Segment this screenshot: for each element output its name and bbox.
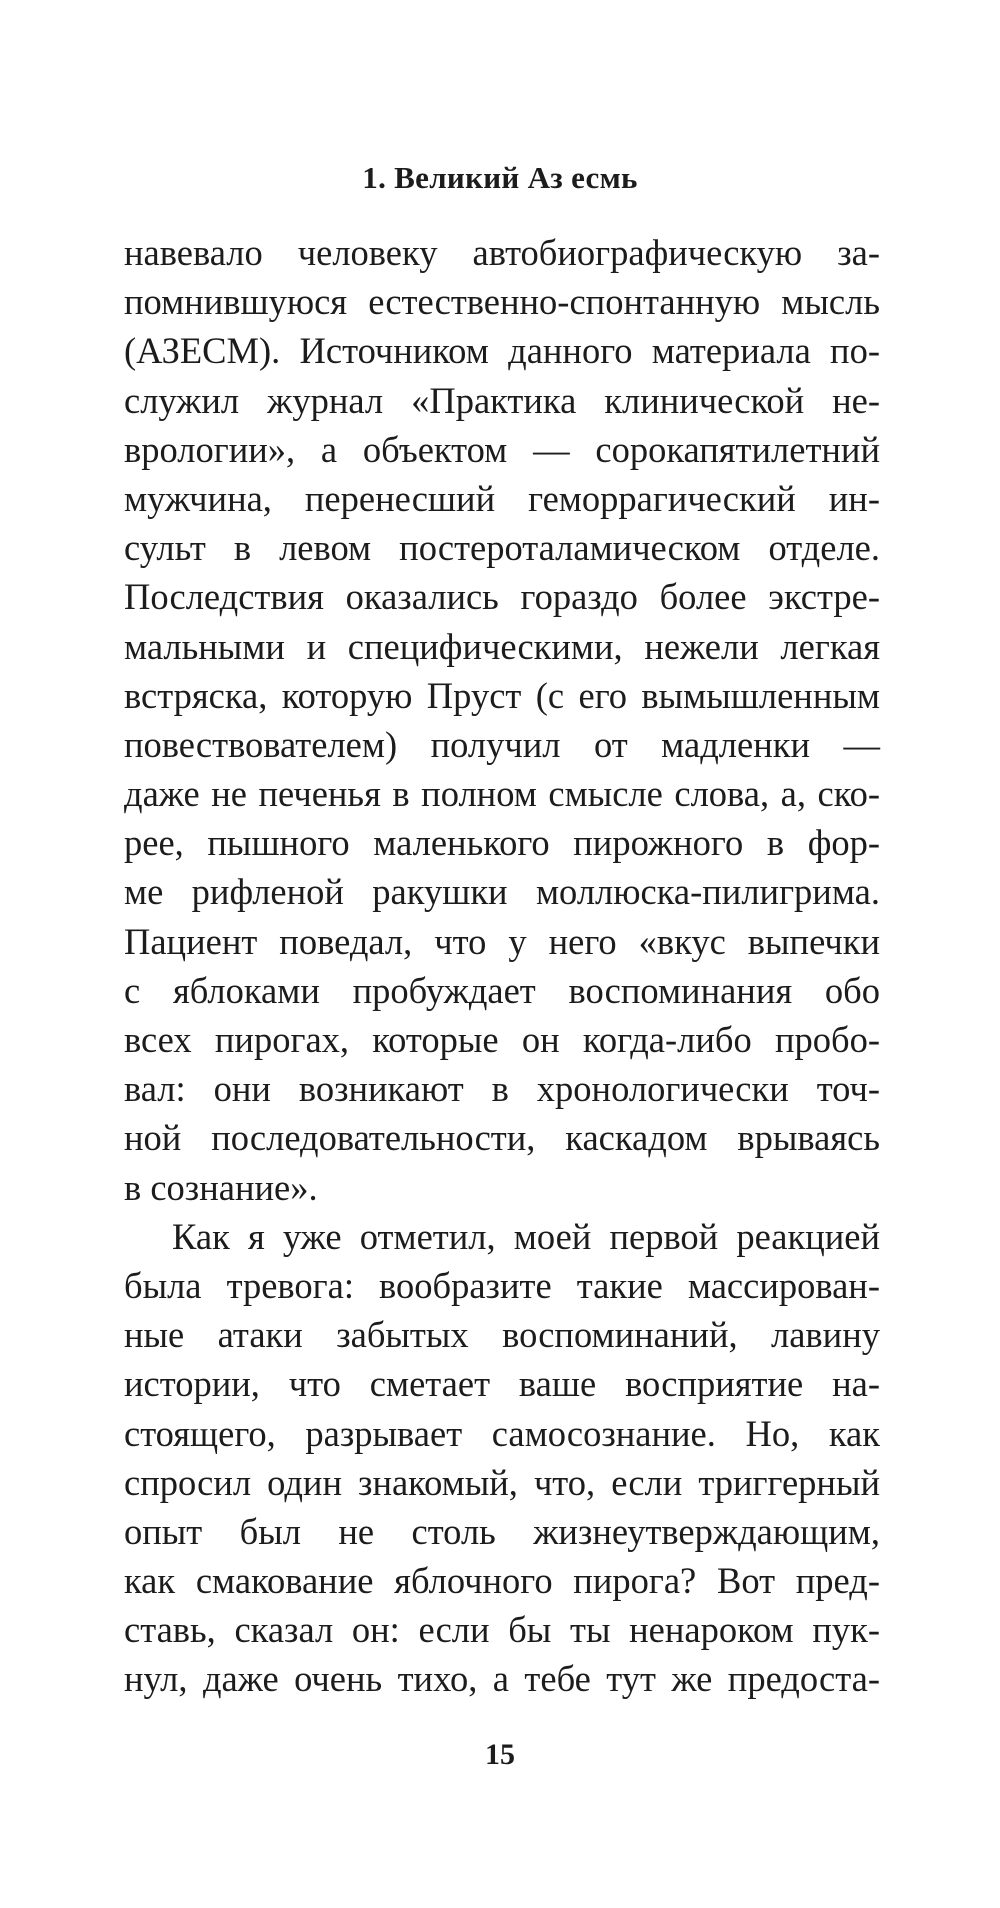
text-line: как смакование яблочного пирога? Вот пред- (124, 1560, 880, 1602)
running-head: 1. Великий Аз есмь (362, 160, 638, 195)
text-line: опыт был не столь жизнеутверждающим, (124, 1510, 880, 1552)
text-line: стоящего, разрывает самосознание. Но, как (124, 1412, 880, 1454)
text-line: рее, пышного маленького пирожного в фор- (124, 822, 880, 864)
text-line: нул, даже очень тихо, а тебе тут же предоста- (124, 1658, 880, 1700)
text-line: помнившуюся естественно-спонтанную мысль (124, 281, 880, 323)
text-line: навевало человеку автобиографическую за- (124, 232, 880, 273)
text-line: была тревога: вообразите такие массирован- (124, 1264, 880, 1306)
text-line: ставь, сказал он: если бы ты ненароком пук- (124, 1609, 880, 1651)
text-line: с яблоками пробуждает воспоминания обо (124, 969, 880, 1011)
paragraph-2 (124, 1212, 880, 1704)
text-line: врологии», а объектом — сорокапятилетний (124, 428, 880, 470)
text-line: спросил один знакомый, что, если триггерный (124, 1461, 880, 1503)
text-line: сульт в левом постероталамическом отделе. (124, 527, 880, 569)
text-line: встряска, которую Пруст (с его вымышленным (124, 674, 880, 716)
text-line: повествователем) получил от мадленки — (124, 723, 880, 765)
text-line: истории, что сметает ваше восприятие на- (124, 1363, 880, 1405)
text-line: (АЗЕСМ). Источником данного материала по- (124, 330, 880, 372)
paragraph-1 (124, 228, 880, 1212)
text-line: ные атаки забытых воспоминаний, лавину (124, 1314, 880, 1356)
body-text (124, 228, 880, 1704)
text-line: мужчина, перенесший геморрагический ин- (124, 477, 880, 519)
text-line: даже не печенья в полном смысле слова, а, ско- (124, 773, 880, 815)
text-line: Последствия оказались гораздо более экстре- (124, 576, 880, 618)
text-line: ме рифленой ракушки моллюска-пилигрима. (124, 871, 880, 913)
text-line: мальными и специфическими, нежели легкая (124, 625, 880, 667)
text-line: Как я уже отметил, моей первой реакцией (172, 1215, 880, 1257)
text-line: служил журнал «Практика клинической не- (124, 379, 880, 421)
text-line: ной последовательности, каскадом врываясь (124, 1117, 880, 1159)
page-number: 15 (485, 1738, 515, 1771)
text-line: вал: они возникают в хронологически точ- (124, 1068, 880, 1110)
text-line: в сознание». (124, 1166, 318, 1208)
text-line: Пациент поведал, что у него «вкус выпечки (124, 920, 880, 962)
text-line: всех пирогах, которые он когда-либо пробо- (124, 1019, 880, 1060)
